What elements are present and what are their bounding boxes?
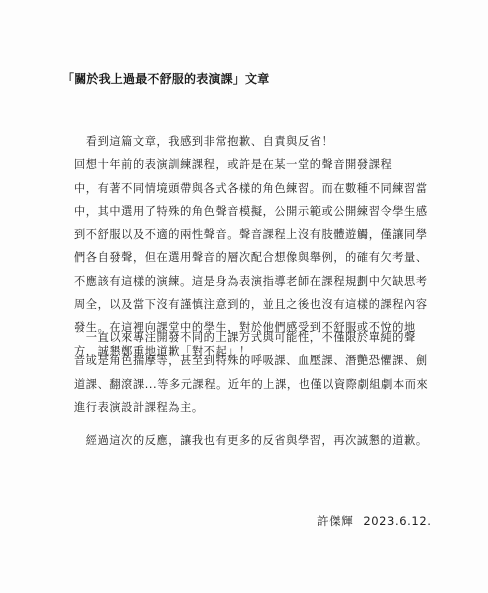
paragraph-line: 中，有著不同情境頭帶與各式各樣的角色練習。而在數種不同練習當: [74, 181, 428, 195]
signature-name: 許傑輝: [317, 514, 354, 528]
signature-date: 2023.6.12.: [363, 514, 432, 528]
signature: [317, 513, 432, 529]
paragraph-closing: [74, 429, 428, 452]
paragraph-line: 周全，以及當下沒有謹慎注意到的，並且之後也沒有這樣的課程內容: [74, 298, 428, 312]
paragraph-line: 看到這篇文章，我感到非常抱歉、自責與反省！: [74, 135, 334, 148]
paragraph-teaching-approach: [74, 326, 429, 419]
paragraph-line: 進行表演設計課程為主。: [74, 400, 204, 414]
paragraph-line: 一直以來專注開發不同的上課方式與可能性，不僅限於單純的聲: [74, 331, 416, 344]
paragraph-line: 道課、翻滾課...等多元課程。近年的上課，也僅以資際劇組劇本而來: [74, 377, 429, 391]
document-title: 「關於我上過最不舒服的表演課」文章: [62, 72, 270, 86]
paragraph-line: 不應該有這樣的演練。這是身為表演指導老師在課程規劃中欠缺思考: [74, 274, 428, 288]
paragraph-line: 們各自發聲，但在選用聲音的層次配合想像與舉例，的確有欠考量、: [74, 251, 428, 265]
paragraph-line: 方，誠懇鄭重地道歉「對不起」！: [74, 344, 251, 358]
paragraph-line: 中，其中選用了特殊的角色聲音模擬，公開示範或公開練習令學生感: [74, 204, 428, 218]
paragraph-line: 回想十年前的表演訓練課程，或許是在某一堂的聲音開發課程: [74, 158, 393, 172]
paragraph-line: 到不舒服以及不適的兩性聲音。聲音課程上沒有肢體遊觸，僅讓同學: [74, 228, 428, 242]
paragraph-line: 發生。在這裡向課堂中的學生，對於他們感受到不舒服或不悅的地: [74, 321, 416, 335]
paragraph-line: 經過這次的反應，讓我也有更多的反省與學習，再次誠懇的道歉。: [74, 434, 428, 447]
paragraph-line: 音或是角色揣摩等，甚至到特殊的呼吸課、血壓課、潛艷恐懼課、劍: [74, 354, 428, 368]
